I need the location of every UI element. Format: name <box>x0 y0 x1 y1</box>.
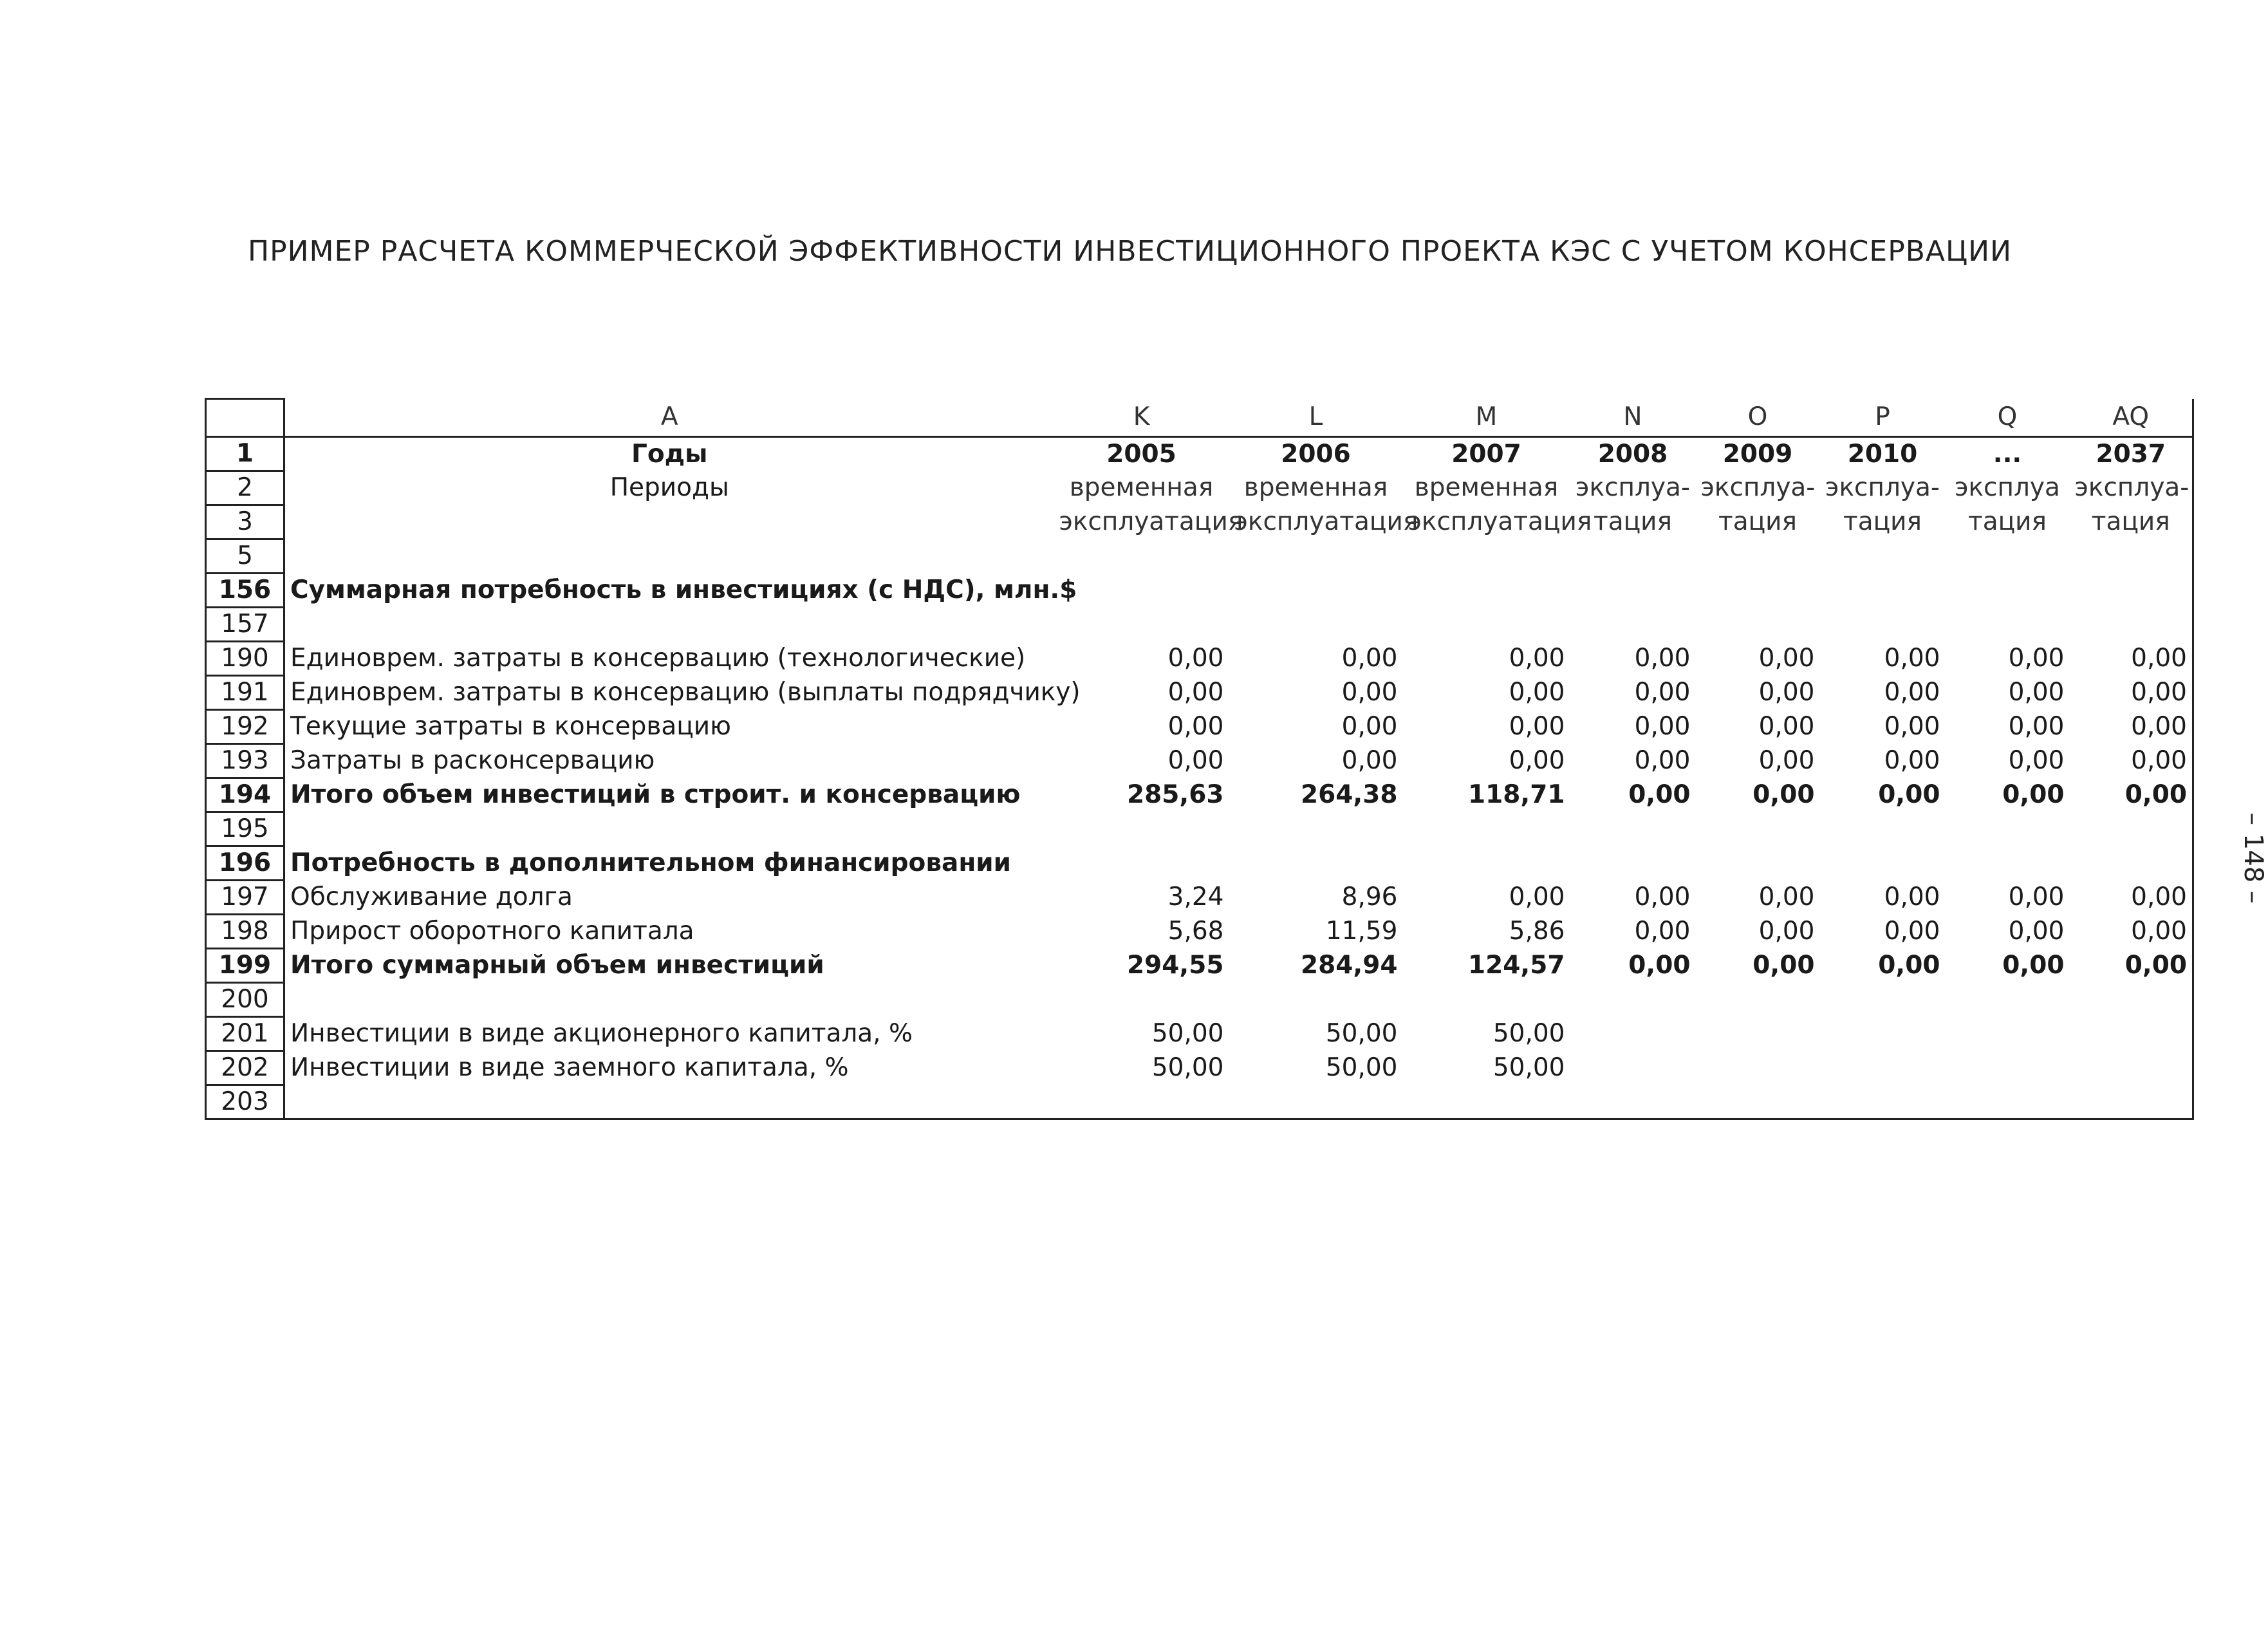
value-cell[interactable]: 0,00 <box>1878 780 1940 809</box>
table-row <box>206 642 2193 676</box>
value-cell[interactable]: 0,00 <box>2070 881 2193 915</box>
table-row <box>206 915 2193 949</box>
value-cell[interactable] <box>1229 812 1403 846</box>
value-cell[interactable]: 0,00 <box>1341 644 1398 673</box>
row-label[interactable]: Суммарная потребность в инвестициях (с НДС), млн.$ <box>290 575 1077 604</box>
table-row <box>206 744 2193 778</box>
row-number[interactable]: 203 <box>206 1085 284 1119</box>
value-cell[interactable] <box>1820 812 1946 846</box>
value-cell[interactable]: 5,68 <box>1167 917 1224 946</box>
value-cell[interactable]: 0,00 <box>1167 712 1224 741</box>
period-cell[interactable]: временная <box>1069 473 1214 502</box>
value-cell[interactable]: 0,00 <box>1509 712 1565 741</box>
period-cell[interactable]: тация <box>1718 507 1797 536</box>
year-cell[interactable]: ... <box>1993 439 2022 469</box>
column-header-q[interactable]: Q <box>1946 399 2070 437</box>
value-cell[interactable] <box>1696 608 1820 642</box>
value-cell[interactable]: 118,71 <box>1468 780 1565 809</box>
value-cell[interactable] <box>1570 1017 1696 1051</box>
value-cell[interactable]: 0,00 <box>1341 746 1398 775</box>
table-row <box>206 949 2193 983</box>
value-cell[interactable]: 0,00 <box>2070 744 2193 778</box>
empty-cell[interactable] <box>1570 539 1696 574</box>
value-cell[interactable] <box>1054 983 1229 1017</box>
value-cell[interactable] <box>1946 1017 2070 1051</box>
value-cell[interactable]: 5,86 <box>1509 917 1565 946</box>
column-header-l[interactable]: L <box>1229 399 1403 437</box>
empty-cell[interactable] <box>1229 539 1403 574</box>
value-cell[interactable] <box>1696 1017 1820 1051</box>
period-cell[interactable]: эксплуа- <box>1576 473 1690 502</box>
value-cell[interactable] <box>1820 1051 1946 1085</box>
value-cell[interactable]: 3,24 <box>1167 883 1224 911</box>
value-cell[interactable]: 0,00 <box>1509 883 1565 911</box>
period-cell[interactable]: тация <box>1594 507 1672 536</box>
value-cell[interactable] <box>1696 1085 1820 1119</box>
value-cell[interactable] <box>1696 1051 1820 1085</box>
value-cell[interactable]: 50,00 <box>1151 1053 1224 1082</box>
value-cell[interactable]: 0,00 <box>1758 746 1815 775</box>
table-row <box>206 1085 2193 1119</box>
row-number[interactable]: 202 <box>206 1051 284 1085</box>
value-cell[interactable]: 0,00 <box>1167 746 1224 775</box>
value-cell[interactable] <box>1229 846 1403 881</box>
value-cell[interactable]: 0,00 <box>1758 644 1815 673</box>
value-cell[interactable]: 0,00 <box>1341 678 1398 707</box>
value-cell[interactable] <box>1403 983 1570 1017</box>
column-header-m[interactable]: M <box>1403 399 1570 437</box>
row-number[interactable]: 5 <box>206 539 284 574</box>
period-cell[interactable]: тация <box>1843 507 1922 536</box>
value-cell[interactable]: 0,00 <box>2070 710 2193 744</box>
value-cell[interactable] <box>1696 846 1820 881</box>
value-cell[interactable] <box>1570 608 1696 642</box>
row-label[interactable] <box>284 983 1054 1017</box>
value-cell[interactable] <box>1946 608 2070 642</box>
table-row <box>206 812 2193 846</box>
period-cell[interactable]: тация <box>2070 505 2193 539</box>
value-cell[interactable]: 50,00 <box>1492 1019 1565 1048</box>
row-label[interactable]: Прирост оборотного капитала <box>290 917 694 946</box>
row-number[interactable]: 190 <box>206 642 284 676</box>
row-label[interactable] <box>284 812 1054 846</box>
value-cell[interactable] <box>1403 846 1570 881</box>
value-cell[interactable] <box>1820 1085 1946 1119</box>
value-cell[interactable] <box>2070 812 2193 846</box>
value-cell[interactable]: 0,00 <box>1884 746 1940 775</box>
value-cell[interactable] <box>1946 574 2070 608</box>
table-row <box>206 983 2193 1017</box>
value-cell[interactable] <box>2070 846 2193 881</box>
value-cell[interactable]: 0,00 <box>1634 712 1691 741</box>
value-cell[interactable]: 0,00 <box>2008 746 2065 775</box>
value-cell[interactable] <box>1820 846 1946 881</box>
value-cell[interactable] <box>1570 846 1696 881</box>
period-cell[interactable]: эксплуатация <box>1408 507 1592 536</box>
value-cell[interactable] <box>2070 983 2193 1017</box>
value-cell[interactable]: 0,00 <box>1628 780 1691 809</box>
year-cell[interactable]: 2005 <box>1106 439 1176 469</box>
value-cell[interactable]: 50,00 <box>1492 1053 1565 1082</box>
column-letters-row <box>206 399 2193 437</box>
value-cell[interactable] <box>1946 812 2070 846</box>
row-label[interactable]: Затраты в расконсервацию <box>290 746 655 775</box>
row-number[interactable]: 2 <box>206 471 284 505</box>
value-cell[interactable]: 0,00 <box>1628 951 1691 980</box>
row-number[interactable]: 193 <box>206 744 284 778</box>
value-cell[interactable] <box>2070 1085 2193 1119</box>
value-cell[interactable] <box>1403 1085 1570 1119</box>
value-cell[interactable] <box>1696 983 1820 1017</box>
row-number[interactable]: 1 <box>206 437 284 471</box>
value-cell[interactable] <box>1820 574 1946 608</box>
header-row-periods-2 <box>206 505 2193 539</box>
value-cell[interactable] <box>1229 574 1403 608</box>
value-cell[interactable] <box>1570 1051 1696 1085</box>
value-cell[interactable]: 0,00 <box>1167 678 1224 707</box>
value-cell[interactable] <box>2070 1051 2193 1085</box>
table-row <box>206 881 2193 915</box>
value-cell[interactable]: 0,00 <box>1752 951 1815 980</box>
header-row-blank <box>206 539 2193 574</box>
row-label[interactable]: Инвестиции в виде заемного капитала, % <box>290 1053 849 1082</box>
row-number[interactable]: 200 <box>206 983 284 1017</box>
value-cell[interactable] <box>1229 1085 1403 1119</box>
empty-cell[interactable] <box>1696 539 1820 574</box>
row-number[interactable]: 157 <box>206 608 284 642</box>
period-cell[interactable]: эксплуа- <box>1825 473 1940 502</box>
value-cell[interactable]: 0,00 <box>2008 678 2065 707</box>
document-title: ПРИМЕР РАСЧЕТА КОММЕРЧЕСКОЙ ЭФФЕКТИВНОСТИ ИНВЕСТИЦИОННОГО ПРОЕКТА КЭС С УЧЕТОМ КОНСЕРВАЦИИ <box>247 235 2012 268</box>
table-row <box>206 1017 2193 1051</box>
empty-cell[interactable] <box>1403 539 1570 574</box>
value-cell[interactable] <box>1054 812 1229 846</box>
value-cell[interactable] <box>1820 608 1946 642</box>
row-label[interactable]: Единоврем. затраты в консервацию (технологические) <box>290 644 1026 673</box>
row-number[interactable]: 195 <box>206 812 284 846</box>
row-number[interactable]: 199 <box>206 949 284 983</box>
table-row <box>206 608 2193 642</box>
value-cell[interactable]: 0,00 <box>1509 644 1565 673</box>
value-cell[interactable]: 0,00 <box>1758 712 1815 741</box>
table-row <box>206 846 2193 881</box>
value-cell[interactable]: 0,00 <box>1758 917 1815 946</box>
value-cell[interactable] <box>1946 1085 2070 1119</box>
value-cell[interactable]: 0,00 <box>1884 678 1940 707</box>
period-cell[interactable]: эксплуа <box>1955 473 2060 502</box>
value-cell[interactable]: 0,00 <box>1509 678 1565 707</box>
value-cell[interactable]: 0,00 <box>1634 644 1691 673</box>
table-row <box>206 1051 2193 1085</box>
row-label[interactable] <box>284 608 1054 642</box>
value-cell[interactable]: 50,00 <box>1151 1019 1224 1048</box>
year-cell[interactable]: 2008 <box>1597 439 1668 469</box>
value-cell[interactable]: 0,00 <box>1634 746 1691 775</box>
row-number[interactable]: 201 <box>206 1017 284 1051</box>
value-cell[interactable] <box>2070 608 2193 642</box>
value-cell[interactable]: 0,00 <box>1884 917 1940 946</box>
value-cell[interactable]: 0,00 <box>1634 883 1691 911</box>
value-cell[interactable] <box>1054 608 1229 642</box>
header-row-years <box>206 437 2193 471</box>
period-cell[interactable]: эксплуа- <box>2070 471 2193 505</box>
value-cell[interactable] <box>1403 812 1570 846</box>
value-cell[interactable] <box>1820 1017 1946 1051</box>
row-number[interactable]: 191 <box>206 676 284 710</box>
value-cell[interactable]: 50,00 <box>1325 1053 1398 1082</box>
row-label[interactable]: Инвестиции в виде акционерного капитала, % <box>290 1019 913 1048</box>
column-header-n[interactable]: N <box>1570 399 1696 437</box>
row-number[interactable]: 196 <box>206 846 284 881</box>
value-cell[interactable]: 0,00 <box>1878 951 1940 980</box>
year-cell[interactable]: 2006 <box>1281 439 1351 469</box>
value-cell[interactable] <box>1946 983 2070 1017</box>
years-label[interactable]: Годы <box>631 439 708 469</box>
value-cell[interactable] <box>1946 1051 2070 1085</box>
period-cell[interactable]: тация <box>1968 507 2047 536</box>
period-cell[interactable]: временная <box>1414 473 1559 502</box>
row-label[interactable] <box>284 1085 1054 1119</box>
row-label[interactable]: Единоврем. затраты в консервацию (выплаты подрядчику) <box>290 678 1081 707</box>
empty-cell[interactable] <box>1054 539 1229 574</box>
row-label[interactable]: Итого суммарный объем инвестиций <box>290 951 824 980</box>
row-number[interactable]: 192 <box>206 710 284 744</box>
header-row-periods <box>206 471 2193 505</box>
column-header-o[interactable]: O <box>1696 399 1820 437</box>
period-cell[interactable]: эксплуатация <box>1059 507 1243 536</box>
period-cell[interactable]: временная <box>1243 473 1388 502</box>
row-number[interactable]: 197 <box>206 881 284 915</box>
year-cell[interactable]: 2007 <box>1451 439 1521 469</box>
row-number[interactable]: 198 <box>206 915 284 949</box>
value-cell[interactable]: 0,00 <box>1341 712 1398 741</box>
value-cell[interactable]: 0,00 <box>1634 917 1691 946</box>
value-cell[interactable]: 284,94 <box>1301 951 1398 980</box>
value-cell[interactable] <box>1820 983 1946 1017</box>
table-row <box>206 778 2193 812</box>
value-cell[interactable]: 0,00 <box>2070 915 2193 949</box>
empty-cell[interactable] <box>284 505 1054 539</box>
value-cell[interactable] <box>2070 1017 2193 1051</box>
table-row <box>206 574 2193 608</box>
value-cell[interactable]: 285,63 <box>1127 780 1224 809</box>
value-cell[interactable] <box>1570 983 1696 1017</box>
row-label[interactable]: Потребность в дополнительном финансировании <box>290 848 1011 877</box>
value-cell[interactable]: 0,00 <box>2008 712 2065 741</box>
value-cell[interactable]: 0,00 <box>2002 780 2065 809</box>
column-header-p[interactable]: P <box>1820 399 1946 437</box>
periods-label[interactable]: Периоды <box>609 473 729 502</box>
value-cell[interactable]: 0,00 <box>2008 883 2065 911</box>
value-cell[interactable]: 11,59 <box>1325 917 1398 946</box>
corner-cell[interactable] <box>206 399 284 437</box>
column-header-a[interactable]: A <box>284 399 1054 437</box>
value-cell[interactable]: 264,38 <box>1301 780 1398 809</box>
value-cell[interactable] <box>1054 846 1229 881</box>
year-cell[interactable]: 2009 <box>1722 439 1793 469</box>
value-cell[interactable]: 8,96 <box>1341 883 1398 911</box>
value-cell[interactable]: 294,55 <box>1127 951 1224 980</box>
value-cell[interactable]: 124,57 <box>1468 951 1565 980</box>
table-row <box>206 676 2193 710</box>
value-cell[interactable] <box>1696 574 1820 608</box>
value-cell[interactable]: 0,00 <box>2008 644 2065 673</box>
value-cell[interactable] <box>1570 1085 1696 1119</box>
column-header-aq[interactable]: AQ <box>2070 399 2193 437</box>
value-cell[interactable]: 0,00 <box>1634 678 1691 707</box>
value-cell[interactable] <box>1229 608 1403 642</box>
value-cell[interactable] <box>1570 574 1696 608</box>
column-header-k[interactable]: K <box>1054 399 1229 437</box>
row-label[interactable]: Итого объем инвестиций в строит. и консервацию <box>290 780 1021 809</box>
year-cell[interactable]: 2010 <box>1847 439 1918 469</box>
row-label[interactable]: Текущие затраты в консервацию <box>290 712 731 741</box>
value-cell[interactable]: 0,00 <box>1758 883 1815 911</box>
empty-cell[interactable] <box>1946 539 2070 574</box>
value-cell[interactable] <box>1403 574 1570 608</box>
row-number[interactable]: 194 <box>206 778 284 812</box>
row-label[interactable]: Обслуживание долга <box>290 883 573 911</box>
period-cell[interactable]: эксплуатация <box>1234 507 1418 536</box>
value-cell[interactable] <box>1946 846 2070 881</box>
value-cell[interactable]: 0,00 <box>2070 778 2193 812</box>
value-cell[interactable]: 0,00 <box>1884 644 1940 673</box>
year-cell[interactable]: 2037 <box>2070 437 2193 471</box>
table-row <box>206 710 2193 744</box>
value-cell[interactable] <box>1054 574 1229 608</box>
period-cell[interactable]: эксплуа- <box>1700 473 1816 502</box>
value-cell[interactable]: 0,00 <box>1884 883 1940 911</box>
value-cell[interactable] <box>2070 574 2193 608</box>
value-cell[interactable]: 0,00 <box>2002 951 2065 980</box>
value-cell[interactable] <box>1570 812 1696 846</box>
value-cell[interactable] <box>1696 812 1820 846</box>
value-cell[interactable]: 0,00 <box>2070 642 2193 676</box>
value-cell[interactable] <box>1054 1085 1229 1119</box>
empty-cell[interactable] <box>2070 539 2193 574</box>
value-cell[interactable]: 0,00 <box>1758 678 1815 707</box>
spreadsheet-table <box>205 398 2194 1120</box>
empty-cell[interactable] <box>1820 539 1946 574</box>
value-cell[interactable]: 0,00 <box>1752 780 1815 809</box>
value-cell[interactable]: 0,00 <box>2070 676 2193 710</box>
value-cell[interactable]: 0,00 <box>1884 712 1940 741</box>
row-number[interactable]: 3 <box>206 505 284 539</box>
value-cell[interactable] <box>1403 608 1570 642</box>
value-cell[interactable]: 0,00 <box>2008 917 2065 946</box>
empty-cell[interactable] <box>284 539 1054 574</box>
page-number: – 148 – <box>2238 812 2268 904</box>
row-number[interactable]: 156 <box>206 574 284 608</box>
value-cell[interactable]: 0,00 <box>2070 949 2193 983</box>
value-cell[interactable]: 50,00 <box>1325 1019 1398 1048</box>
value-cell[interactable] <box>1229 983 1403 1017</box>
value-cell[interactable]: 0,00 <box>1167 644 1224 673</box>
value-cell[interactable]: 0,00 <box>1509 746 1565 775</box>
